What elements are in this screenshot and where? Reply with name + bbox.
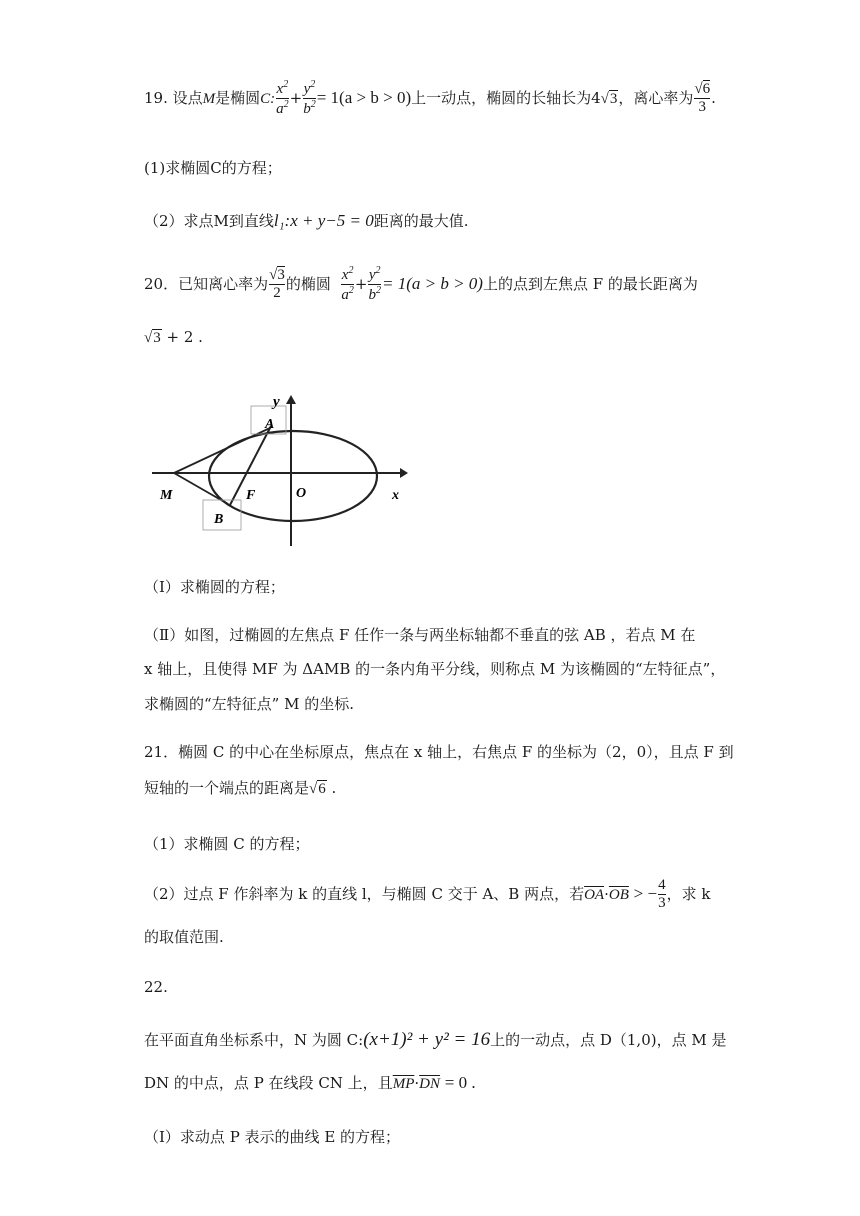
y-axis-arrow (286, 395, 296, 404)
q19-line-eq: l₁:x + y−5 = 0 (273, 211, 374, 230)
q19-line1: 19. 设点M是椭圆C: $\frac{x^2}{a^2}$ + $\frac{y^2}{b^2}$ = 1(a > b > 0)上一动点，椭圆的长轴长为4√3，离心率为 $\frac{√6}{3}$ . (144, 79, 716, 117)
segment-ma (174, 428, 270, 473)
x-axis-arrow (400, 468, 408, 478)
q20-part2-l2: x 轴上，且使得 MF 为 ΔAMB 的一条内角平分线，则称点 M 为该椭圆的“左特征点”， (144, 660, 726, 678)
q20-after: 上的点到左焦点 F 的最长距离为 (482, 274, 698, 293)
q20-sqrt3: √3 (144, 330, 161, 346)
q22-number: 22. (144, 978, 168, 996)
q19-ecc: ，离心率为 (618, 88, 694, 107)
label-x: x (392, 488, 399, 503)
q22-l2-b: = 0 . (444, 1073, 476, 1092)
segment-mb (174, 473, 228, 504)
q22-l2-a: DN 的中点，点 P 在线段 CN 上，且 (144, 1074, 393, 1092)
q19-part2 (144, 212, 469, 229)
label-b: B (214, 512, 224, 527)
q19-frac-x: $\frac{x^2}{a^2}$ (276, 79, 289, 117)
q19-is-ellipse: 是椭圆 (215, 88, 261, 107)
q19-lead: 19. 设点 (144, 88, 203, 107)
q19-after: 上一动点，椭圆的长轴长为4 (411, 88, 601, 107)
q20-frac-x: $\frac{x^2}{a^2}$ (341, 265, 354, 303)
q21-frac: $\frac{4}{3}$ (658, 877, 666, 911)
q22-vec-dn: $\overline{DN}$ (419, 1076, 440, 1092)
q20-part2-l1: （Ⅱ）如图，过椭圆的左焦点 F 任作一条与两坐标轴都不垂直的弦 AB ，若点 M 在 (144, 626, 696, 644)
q20-line2-rest: + 2 . (166, 328, 203, 346)
q21-l2-a: 短轴的一个端点的距离是 (144, 779, 310, 797)
q21-part2: （2）过点 F 作斜率为 k 的直线 l，与椭圆 C 交于 A、B 两点，若$\overline{OA}\cdot\overline{OB}$ > − $\frac{4}{3}$ ，求 k (144, 877, 711, 911)
q19-frac-y: $\frac{y^2}{b^2}$ (303, 79, 316, 117)
q21-line1: 21．椭圆 C 的中心在坐标原点，焦点在 x 轴上，右焦点 F 的坐标为（2，0），且点 F 到 (144, 743, 734, 761)
q19-c: C: (260, 90, 276, 107)
label-m: M (160, 488, 173, 503)
q19-frac-ecc: $\frac{√6}{3}$ (694, 81, 711, 115)
q22-line2: DN 的中点，点 P 在线段 CN 上，且$\overline{MP}\cdot\overline{DN} = 0$ . (144, 1073, 476, 1092)
label-o: O (296, 486, 307, 501)
q21-part2-a: （2）过点 F 作斜率为 k 的直线 l，与椭圆 C 交于 A、B 两点，若 (144, 884, 585, 903)
q21-part2-b: ，求 k (666, 884, 711, 903)
q20-line2 (144, 330, 203, 346)
q20-part1: （Ⅰ）求椭圆的方程； (144, 578, 285, 596)
q21-line2 (144, 781, 336, 797)
label-a: A (265, 417, 275, 432)
q21-part2-l2: 的取值范围. (144, 928, 224, 946)
q21-part1: （1）求椭圆 C 的方程； (144, 835, 310, 853)
q19-part2-b: 距离的最大值. (373, 212, 469, 230)
q22-circle-eq: (x+1)² + y² = 16 (363, 1029, 491, 1050)
q22-l1-b: 上的一动点，点 D（1,0)，点 M 是 (490, 1031, 727, 1049)
q20-mid: 的椭圆 (285, 274, 331, 293)
q19-sqrt3: √3 (600, 90, 618, 107)
ellipse-figure (148, 392, 410, 548)
label-y: y (273, 394, 280, 410)
q21-vec-ob: $\overline{OB}$ (608, 886, 629, 903)
q19-end: . (711, 88, 716, 107)
q20-frac-ecc: $\frac{√3}{2}$ (269, 267, 285, 301)
q22-line1 (144, 1030, 727, 1049)
q21-gt: > − (633, 883, 658, 903)
q20-line1: 20．已知离心率为 $\frac{√3}{2}$ 的椭圆 $\frac{x^2}{a^2}$ + $\frac{y^2}{b^2}$ = 1(a > b > 0)上的点到左焦点 F 的最长距离为 (144, 265, 698, 303)
q19-part1: (1)求椭圆C的方程； (144, 159, 282, 177)
q21-l2-end: . (331, 779, 337, 797)
q19-point-m: M (202, 90, 216, 107)
q20-cond: = 1(a > b > 0) (381, 273, 483, 293)
q19-eq-rest: = 1(a > b > 0) (316, 87, 412, 107)
q20-frac-y: $\frac{y^2}{b^2}$ (368, 265, 381, 303)
label-f: F (246, 488, 256, 503)
q19-part2-a: （2）求点M到直线 (144, 212, 274, 230)
q21-vec-oa: $\overline{OA}$ (584, 886, 605, 903)
q22-vec-mp: $\overline{MP}$ (392, 1076, 415, 1092)
q22-l1-a: 在平面直角坐标系中，N 为圆 C: (144, 1031, 364, 1049)
q20-lead: 20．已知离心率为 (144, 274, 269, 293)
q21-sqrt6: √6 (309, 781, 326, 797)
q20-part2-l3: 求椭圆的“左特征点” M 的坐标. (144, 695, 355, 713)
q22-part1: （Ⅰ）求动点 P 表示的曲线 E 的方程； (144, 1128, 401, 1146)
